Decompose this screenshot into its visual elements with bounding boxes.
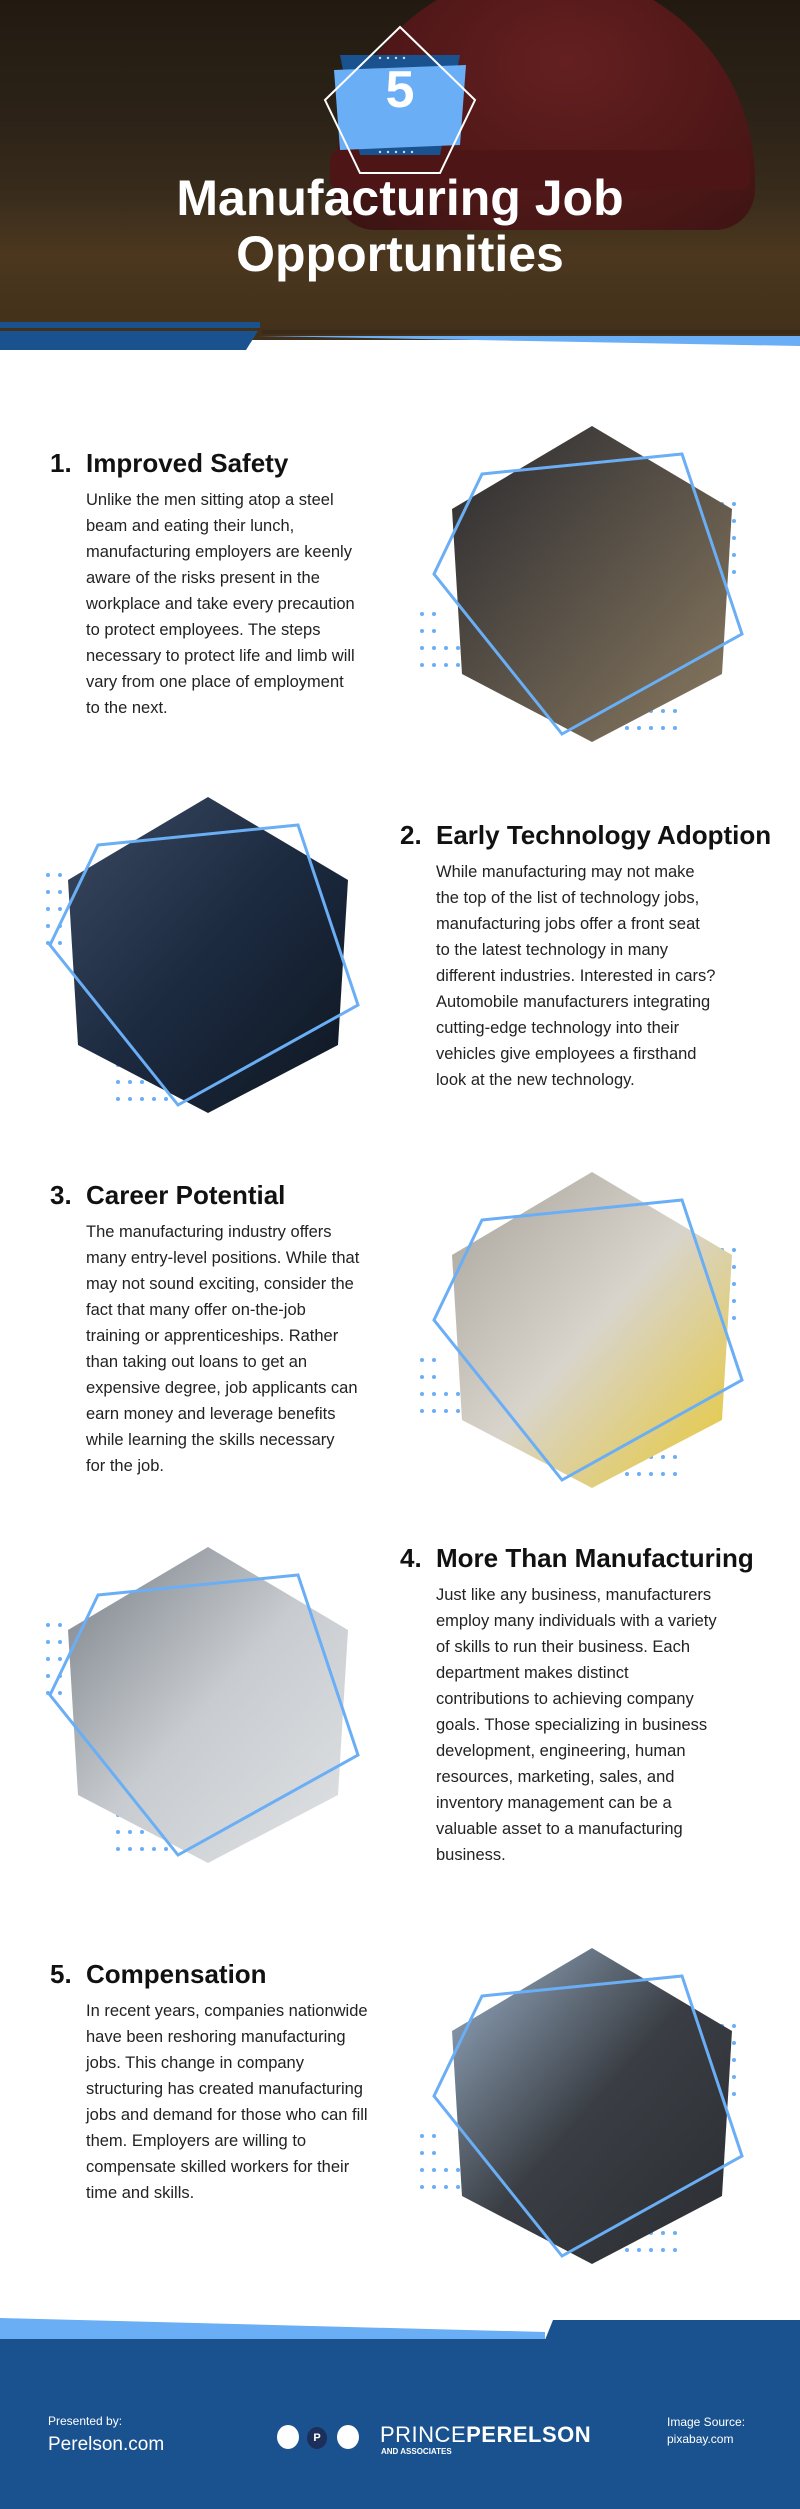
dot	[732, 2041, 736, 2045]
body-line: earn money and leverage benefits	[86, 1405, 336, 1423]
dot	[732, 570, 736, 574]
dot	[444, 646, 448, 650]
dot	[46, 890, 50, 894]
dot	[625, 726, 629, 730]
dot	[732, 1299, 736, 1303]
dot	[673, 1472, 677, 1476]
badge-number: 5	[385, 61, 415, 119]
dot	[116, 1097, 120, 1101]
body-line: development, engineering, human	[436, 1742, 686, 1760]
dot	[456, 663, 460, 667]
body-line: look at the new technology.	[436, 1071, 635, 1089]
section-heading: 5. Compensation	[50, 1959, 267, 1989]
dot	[46, 1640, 50, 1644]
body-line: many entry-level positions. While that	[86, 1249, 360, 1267]
dot	[673, 726, 677, 730]
dot	[661, 726, 665, 730]
dot	[732, 519, 736, 523]
header-stripe	[0, 322, 800, 350]
section-body	[86, 487, 355, 721]
presented-link[interactable]: Perelson.com	[48, 2434, 165, 2455]
dot	[732, 2058, 736, 2062]
body-line: vehicles give employees a firsthand	[436, 1045, 697, 1063]
body-line: them. Employers are willing to	[86, 2132, 307, 2150]
body-line: while learning the skills necessary	[86, 1431, 335, 1449]
dot	[432, 1375, 436, 1379]
dot	[164, 1847, 168, 1851]
dot	[432, 1409, 436, 1413]
section-body	[86, 1219, 359, 1479]
dot	[432, 2134, 436, 2138]
dot	[46, 1657, 50, 1661]
dot	[732, 536, 736, 540]
dot	[58, 1623, 62, 1627]
dot	[432, 1358, 436, 1362]
body-line: for the job.	[86, 1457, 164, 1475]
dot	[420, 629, 424, 633]
body-line: different industries. Interested in cars?	[436, 967, 716, 985]
dot	[456, 646, 460, 650]
laser-cutter-image	[48, 795, 368, 1115]
dot	[46, 924, 50, 928]
body-line: contributions to achieving company	[436, 1690, 694, 1708]
section-heading: 3. Career Potential	[50, 1180, 286, 1210]
body-line: cutting-edge technology into their	[436, 1019, 680, 1037]
logo-subtitle: AND ASSOCIATES	[381, 2447, 452, 2456]
dot	[732, 1282, 736, 1286]
dot	[673, 2248, 677, 2252]
dot	[420, 1358, 424, 1362]
footer	[0, 2340, 800, 2509]
section-heading: 4. More Than Manufacturing	[400, 1543, 754, 1573]
dot	[432, 646, 436, 650]
section-3	[50, 1180, 359, 1479]
dot	[152, 1847, 156, 1851]
dot	[420, 646, 424, 650]
dot	[420, 2185, 424, 2189]
body-line: necessary to protect life and limb will	[86, 647, 355, 665]
body-line: resources, marketing, sales, and	[436, 1768, 675, 1786]
dot	[444, 1392, 448, 1396]
image-source-link[interactable]: pixabay.com	[667, 2432, 734, 2446]
section-4	[400, 1543, 754, 1868]
body-line: employ many individuals with a variety	[436, 1612, 717, 1630]
section-heading: 2. Early Technology Adoption	[400, 820, 772, 850]
body-line: Just like any business, manufacturers	[436, 1586, 712, 1604]
dot	[444, 663, 448, 667]
section-body	[436, 859, 771, 1093]
dot	[140, 1080, 144, 1084]
dot	[46, 907, 50, 911]
dot	[444, 2168, 448, 2172]
body-line: The manufacturing industry offers	[86, 1223, 332, 1241]
body-line: workplace and take every precaution	[86, 595, 355, 613]
dot	[152, 1097, 156, 1101]
body-line: department makes distinct	[436, 1664, 629, 1682]
dot	[116, 1830, 120, 1834]
section-2	[400, 820, 771, 1093]
dot	[637, 726, 641, 730]
title-line-1: Manufacturing Job	[176, 170, 624, 226]
logo-p-icon: P	[307, 2427, 327, 2449]
body-line: training or apprenticeships. Rather	[86, 1327, 339, 1345]
dot	[649, 2248, 653, 2252]
dot	[58, 907, 62, 911]
dot	[732, 1316, 736, 1320]
dot	[420, 1392, 424, 1396]
dot	[673, 1455, 677, 1459]
dot	[661, 1455, 665, 1459]
dot	[128, 1097, 132, 1101]
dot	[58, 1640, 62, 1644]
dot	[46, 1674, 50, 1678]
dot	[46, 873, 50, 877]
engineer-portrait-image	[432, 1946, 752, 2266]
dot	[649, 1472, 653, 1476]
body-line: aware of the risks present in the	[86, 569, 320, 587]
dot	[732, 2024, 736, 2028]
section-1	[50, 448, 355, 721]
dot	[432, 2151, 436, 2155]
body-line: than taking out loans to get an	[86, 1353, 308, 1371]
ceiling-worker-image	[432, 1170, 752, 1490]
dot	[128, 1847, 132, 1851]
dot	[661, 2231, 665, 2235]
dot	[456, 1392, 460, 1396]
section-5	[50, 1959, 368, 2206]
company-logo-text: PRINCEPERELSON	[380, 2422, 592, 2447]
dot	[420, 2168, 424, 2172]
dot	[128, 1830, 132, 1834]
dot	[116, 1847, 120, 1851]
body-line: While manufacturing may not make	[436, 863, 695, 881]
body-line: of skills to run their business. Each	[436, 1638, 691, 1656]
dot	[432, 2168, 436, 2172]
dot	[140, 1097, 144, 1101]
dot	[661, 709, 665, 713]
body-line: fact that many offer on-the-job	[86, 1301, 306, 1319]
section-body	[436, 1582, 754, 1868]
dot	[164, 1097, 168, 1101]
page-title	[0, 170, 800, 282]
dot	[732, 2092, 736, 2096]
dot	[420, 663, 424, 667]
body-line: Unlike the men sitting atop a steel	[86, 491, 334, 509]
dot	[673, 709, 677, 713]
body-line: may not sound exciting, consider the	[86, 1275, 354, 1293]
dot	[58, 1691, 62, 1695]
body-line: structuring has created manufacturing	[86, 2080, 363, 2098]
logo-circle-icon	[277, 2425, 299, 2449]
dot	[420, 612, 424, 616]
dot	[444, 1409, 448, 1413]
dot	[456, 2185, 460, 2189]
dot	[432, 1392, 436, 1396]
dot	[673, 2231, 677, 2235]
dot	[432, 629, 436, 633]
dot	[420, 2151, 424, 2155]
hero-banner	[0, 0, 800, 340]
presented-label: Presented by:	[48, 2414, 123, 2428]
body-line: beam and eating their lunch,	[86, 517, 295, 535]
body-line: to protect employees. The steps	[86, 621, 321, 639]
body-line: jobs. This change in company	[86, 2054, 304, 2072]
dot	[420, 1409, 424, 1413]
dot	[432, 612, 436, 616]
dot	[58, 873, 62, 877]
body-line: have been reshoring manufacturing	[86, 2028, 346, 2046]
dot	[432, 663, 436, 667]
lab-technician-image	[48, 1545, 368, 1865]
dot	[444, 2185, 448, 2189]
dot	[456, 2168, 460, 2172]
dot	[625, 1472, 629, 1476]
body-line: the top of the list of technology jobs,	[436, 889, 700, 907]
body-line: jobs and demand for those who can fill	[86, 2106, 368, 2124]
dot	[116, 1080, 120, 1084]
dot	[46, 1623, 50, 1627]
body-line: manufacturing employers are keenly	[86, 543, 352, 561]
dot	[732, 1248, 736, 1252]
dot	[140, 1847, 144, 1851]
logo-circle-icon	[337, 2425, 359, 2449]
dot	[732, 2075, 736, 2079]
dot	[456, 1409, 460, 1413]
dot	[732, 553, 736, 557]
body-line: vary from one place of employment	[86, 673, 344, 691]
dot	[140, 1830, 144, 1834]
dot	[637, 2248, 641, 2252]
dot	[432, 2185, 436, 2189]
title-line-2: Opportunities	[236, 226, 564, 282]
dot	[732, 502, 736, 506]
dot	[661, 1472, 665, 1476]
dot	[661, 2248, 665, 2252]
body-line: to the latest technology in many	[436, 941, 669, 959]
body-line: Automobile manufacturers integrating	[436, 993, 711, 1011]
dot	[732, 1265, 736, 1269]
body-line: to the next.	[86, 699, 168, 717]
dot	[420, 1375, 424, 1379]
body-line: time and skills.	[86, 2184, 195, 2202]
body-line: valuable asset to a manufacturing	[436, 1820, 683, 1838]
body-line: In recent years, companies nationwide	[86, 2002, 368, 2020]
body-line: compensate skilled workers for their	[86, 2158, 350, 2176]
body-line: business.	[436, 1846, 506, 1864]
image-source-label: Image Source:	[667, 2415, 746, 2429]
dot	[58, 941, 62, 945]
body-line: goals. Those specializing in business	[436, 1716, 708, 1734]
dot	[58, 890, 62, 894]
dot	[649, 726, 653, 730]
section-heading: 1. Improved Safety	[50, 448, 289, 478]
dot	[637, 1472, 641, 1476]
dot	[128, 1080, 132, 1084]
dot	[420, 2134, 424, 2138]
scaffolding-workers-image	[432, 424, 752, 744]
body-line: inventory management can be a	[436, 1794, 672, 1812]
dot	[58, 1657, 62, 1661]
body-line: manufacturing jobs offer a front seat	[436, 915, 700, 933]
dot	[625, 2248, 629, 2252]
body-line: expensive degree, job applicants can	[86, 1379, 358, 1397]
section-body	[86, 1998, 368, 2206]
